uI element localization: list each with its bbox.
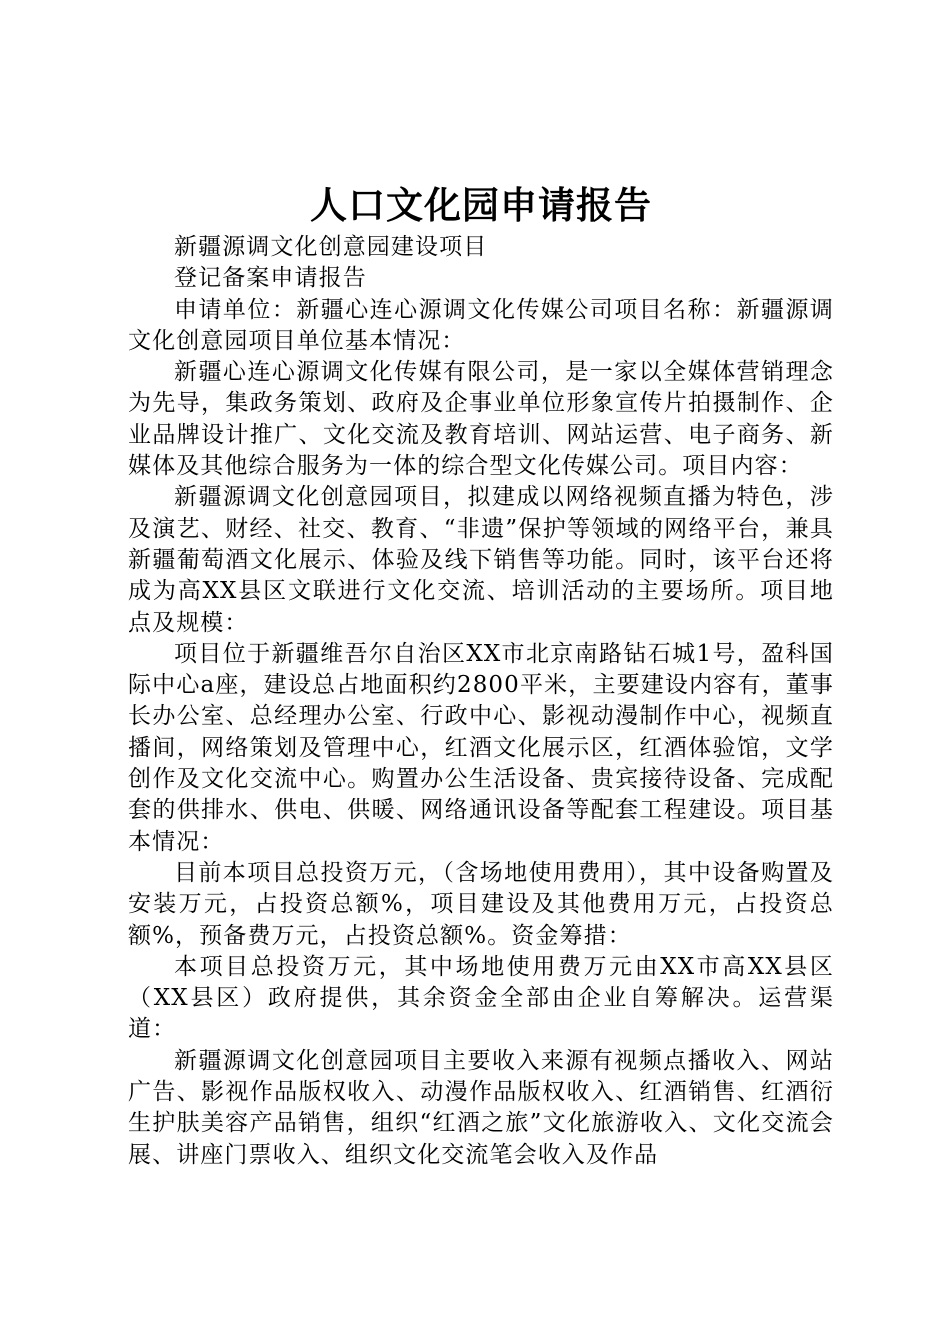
paragraph-report-type: 登记备案申请报告 [174,265,367,292]
paragraph-revenue: 新疆源调文化创意园项目主要收入来源有视频点播收入、网站广告、影视作品版权收入、动漫作品版权收入、红酒销售、红酒衍生护肤美容产品销售，组织“红酒之旅”文化旅游收入、文化交流会展、讲座门票收入、组织文化交流笔会收入及作品 [128,1047,834,1168]
document-page [128,180,834,1171]
paragraph-investment: 目前本项目总投资万元，（含场地使用费用），其中设备购置及安装万元，占投资总额%，项目建设及其他费用万元，占投资总额%，预备费万元，占投资总额%。资金筹措： [128,859,834,949]
paragraph-project-content: 新疆源调文化创意园项目，拟建成以网络视频直播为特色，涉及演艺、财经、社交、教育、“非遗”保护等领域的网络平台，兼具新疆葡萄酒文化展示、体验及线下销售等功能。同时，该平台还将成为高XX县区文联进行文化交流、培训活动的主要场所。项目地点及规模： [128,484,834,636]
paragraph-project-name: 新疆源调文化创意园建设项目 [174,234,488,260]
paragraph-location-scale: 项目位于新疆维吾尔自治区XX市北京南路钻石城1号，盈科国际中心a座，建设总占地面积约2800平米，主要建设内容有，董事长办公室、总经理办公室、行政中心、影视动漫制作中心，视频直播间，网络策划及管理中心，红酒文化展示区，红酒体验馆，文学创作及文化交流中心。购置办公生活设备、贵宾接待设备、完成配套的供排水、供电、供暖、网络通讯设备等配套工程建设。项目基本情况： [128,640,834,855]
paragraph-funding: 本项目总投资万元，其中场地使用费万元由XX市高XX县区（XX县区）政府提供，其余资金全部由企业自筹解决。运营渠道： [128,953,834,1043]
paragraph-company-info: 新疆心连心源调文化传媒有限公司，是一家以全媒体营销理念为先导，集政务策划、政府及企事业单位形象宣传片拍摄制作、企业品牌设计推广、文化交流及教育培训、网站运营、电子商务、新媒体及其他综合服务为一体的综合型文化传媒公司。项目内容： [128,359,834,480]
paragraph-applicant: 申请单位：新疆心连心源调文化传媒公司项目名称：新疆源调文化创意园项目单位基本情况： [128,296,834,354]
document-title: 人口文化园申请报告 [310,183,652,227]
